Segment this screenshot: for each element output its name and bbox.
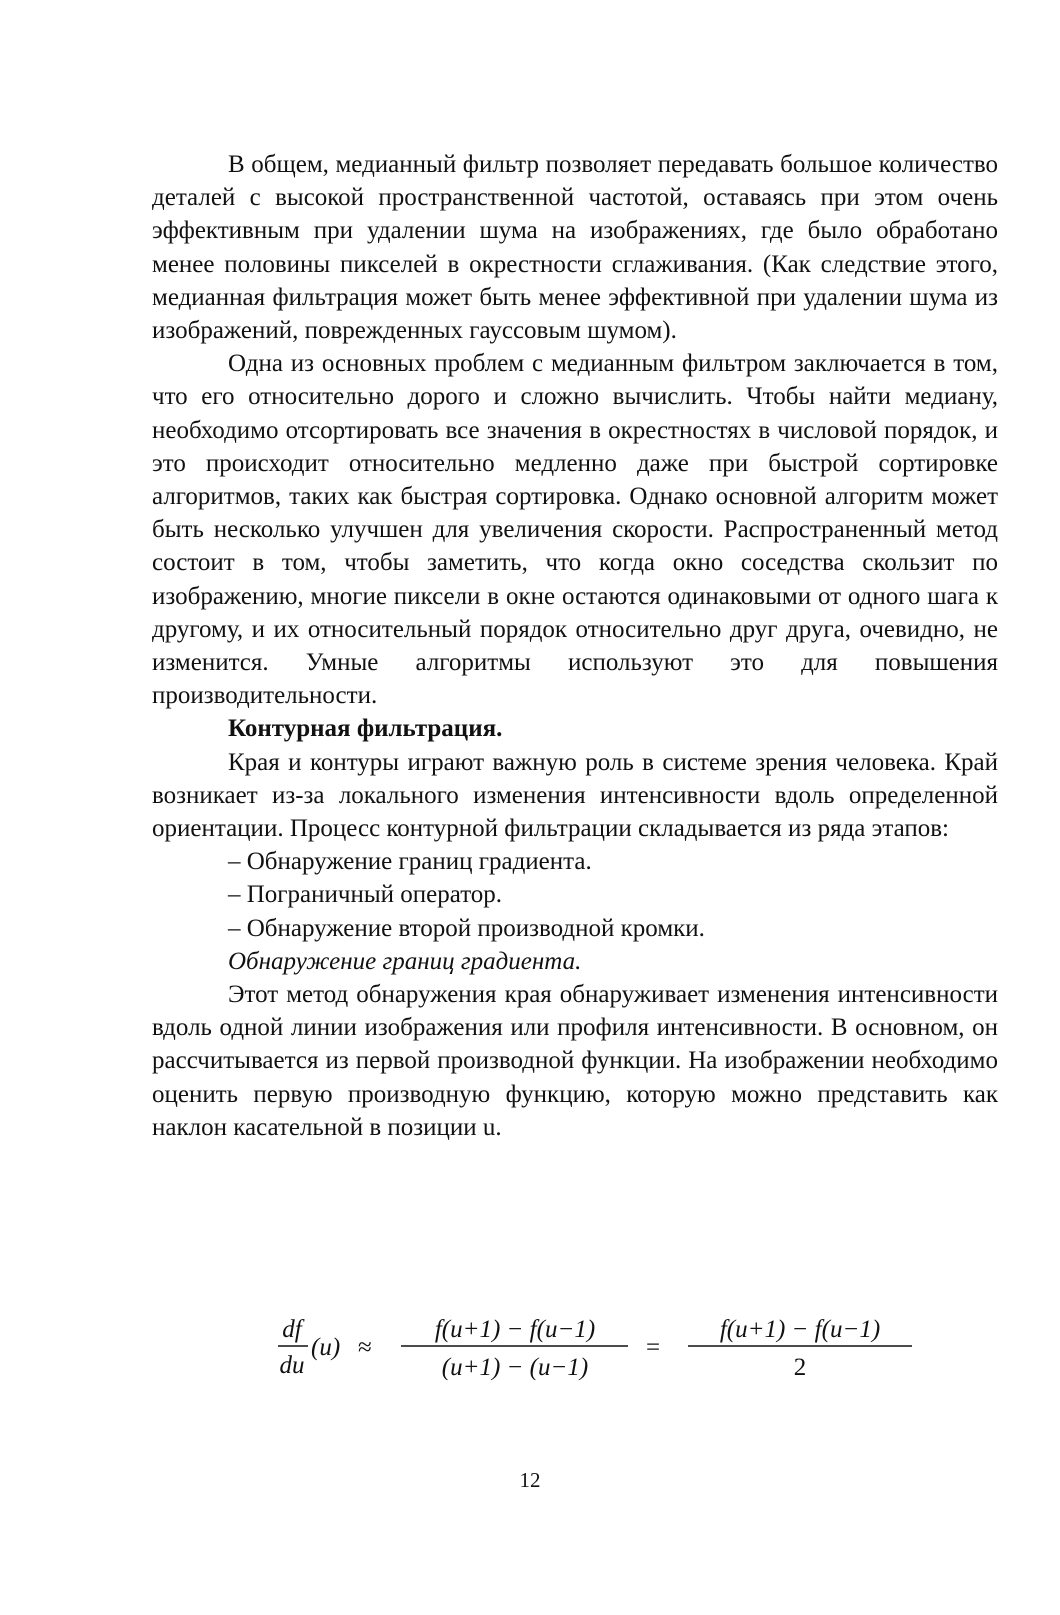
- body-text: [152, 148, 998, 1144]
- list-item: – Обнаружение границ градиента.: [228, 848, 592, 876]
- paragraph-median-filter-summary: В общем, медианный фильтр позволяет передавать большое количество деталей с высокой пространственной частотой, оставаясь при этом очень эффективным при удалении шума на изображениях, где было обработано менее половины пикселей в окрестности сглаживания. (Как следствие этого, медианная фильтрация может быть менее эффективной при удалении шума из изображений, поврежденных гауссовым шумом).: [152, 151, 998, 345]
- formula-lhs-numerator: df: [282, 1316, 302, 1343]
- formula-approx-sign: ≈: [358, 1334, 372, 1361]
- paragraph-gradient-edge-detection: Этот метод обнаружения края обнаруживает изменения интенсивности вдоль одной линии изображения или профиля интенсивности. В основном, он рассчитывается из первой производной функции. На изображении необходимо оценить первую производную функцию, которую можно представить как наклон касательной в позиции u.: [152, 981, 998, 1141]
- paragraph-contour-filtering: Края и контуры играют важную роль в системе зрения человека. Край возникает из-за локального изменения интенсивности вдоль определенной ориентации. Процесс контурной фильтрации складывается из ряда этапов:: [152, 748, 998, 843]
- section-heading: Контурная фильтрация.: [228, 715, 503, 743]
- page-number: 12: [519, 1468, 541, 1492]
- paragraph-median-filter-problems: Одна из основных проблем с медианным фильтром заключается в том, что его относительно дорого и сложно вычислить. Чтобы найти медиану, необходимо отсортировать все значения в окрестностях в числовой порядок, и это происходит относительно медленно даже при быстрой сортировке алгоритмов, таких как быстрая сортировка. Однако основной алгоритм может быть несколько улучшен для увеличения скорости. Распространенный метод состоит в том, чтобы заметить, что когда окно соседства скользит по изображению, многие пиксели в окне остаются одинаковыми от одного шага к другому, и их относительный порядок относительно друг друга, очевидно, не изменится. Умные алгоритмы используют это для повышения производительности.: [152, 350, 998, 710]
- formula-equals-sign: =: [646, 1334, 661, 1361]
- list-item: – Обнаружение второй производной кромки.: [228, 914, 705, 942]
- formula-fraction2-numerator: f(u+1) − f(u−1): [719, 1316, 881, 1343]
- formula-fraction1-denominator: (u+1) − (u−1): [441, 1354, 589, 1381]
- formula-fraction1-numerator: f(u+1) − f(u−1): [434, 1316, 596, 1343]
- formula-lhs-denominator: du: [279, 1352, 305, 1379]
- subsection-heading: Обнаружение границ градиента.: [228, 947, 582, 975]
- derivative-formula: [278, 1310, 938, 1390]
- formula-fraction2-denominator: 2: [793, 1354, 807, 1381]
- formula-lhs-argument: (u): [311, 1334, 341, 1361]
- list-item: – Пограничный оператор.: [228, 881, 503, 909]
